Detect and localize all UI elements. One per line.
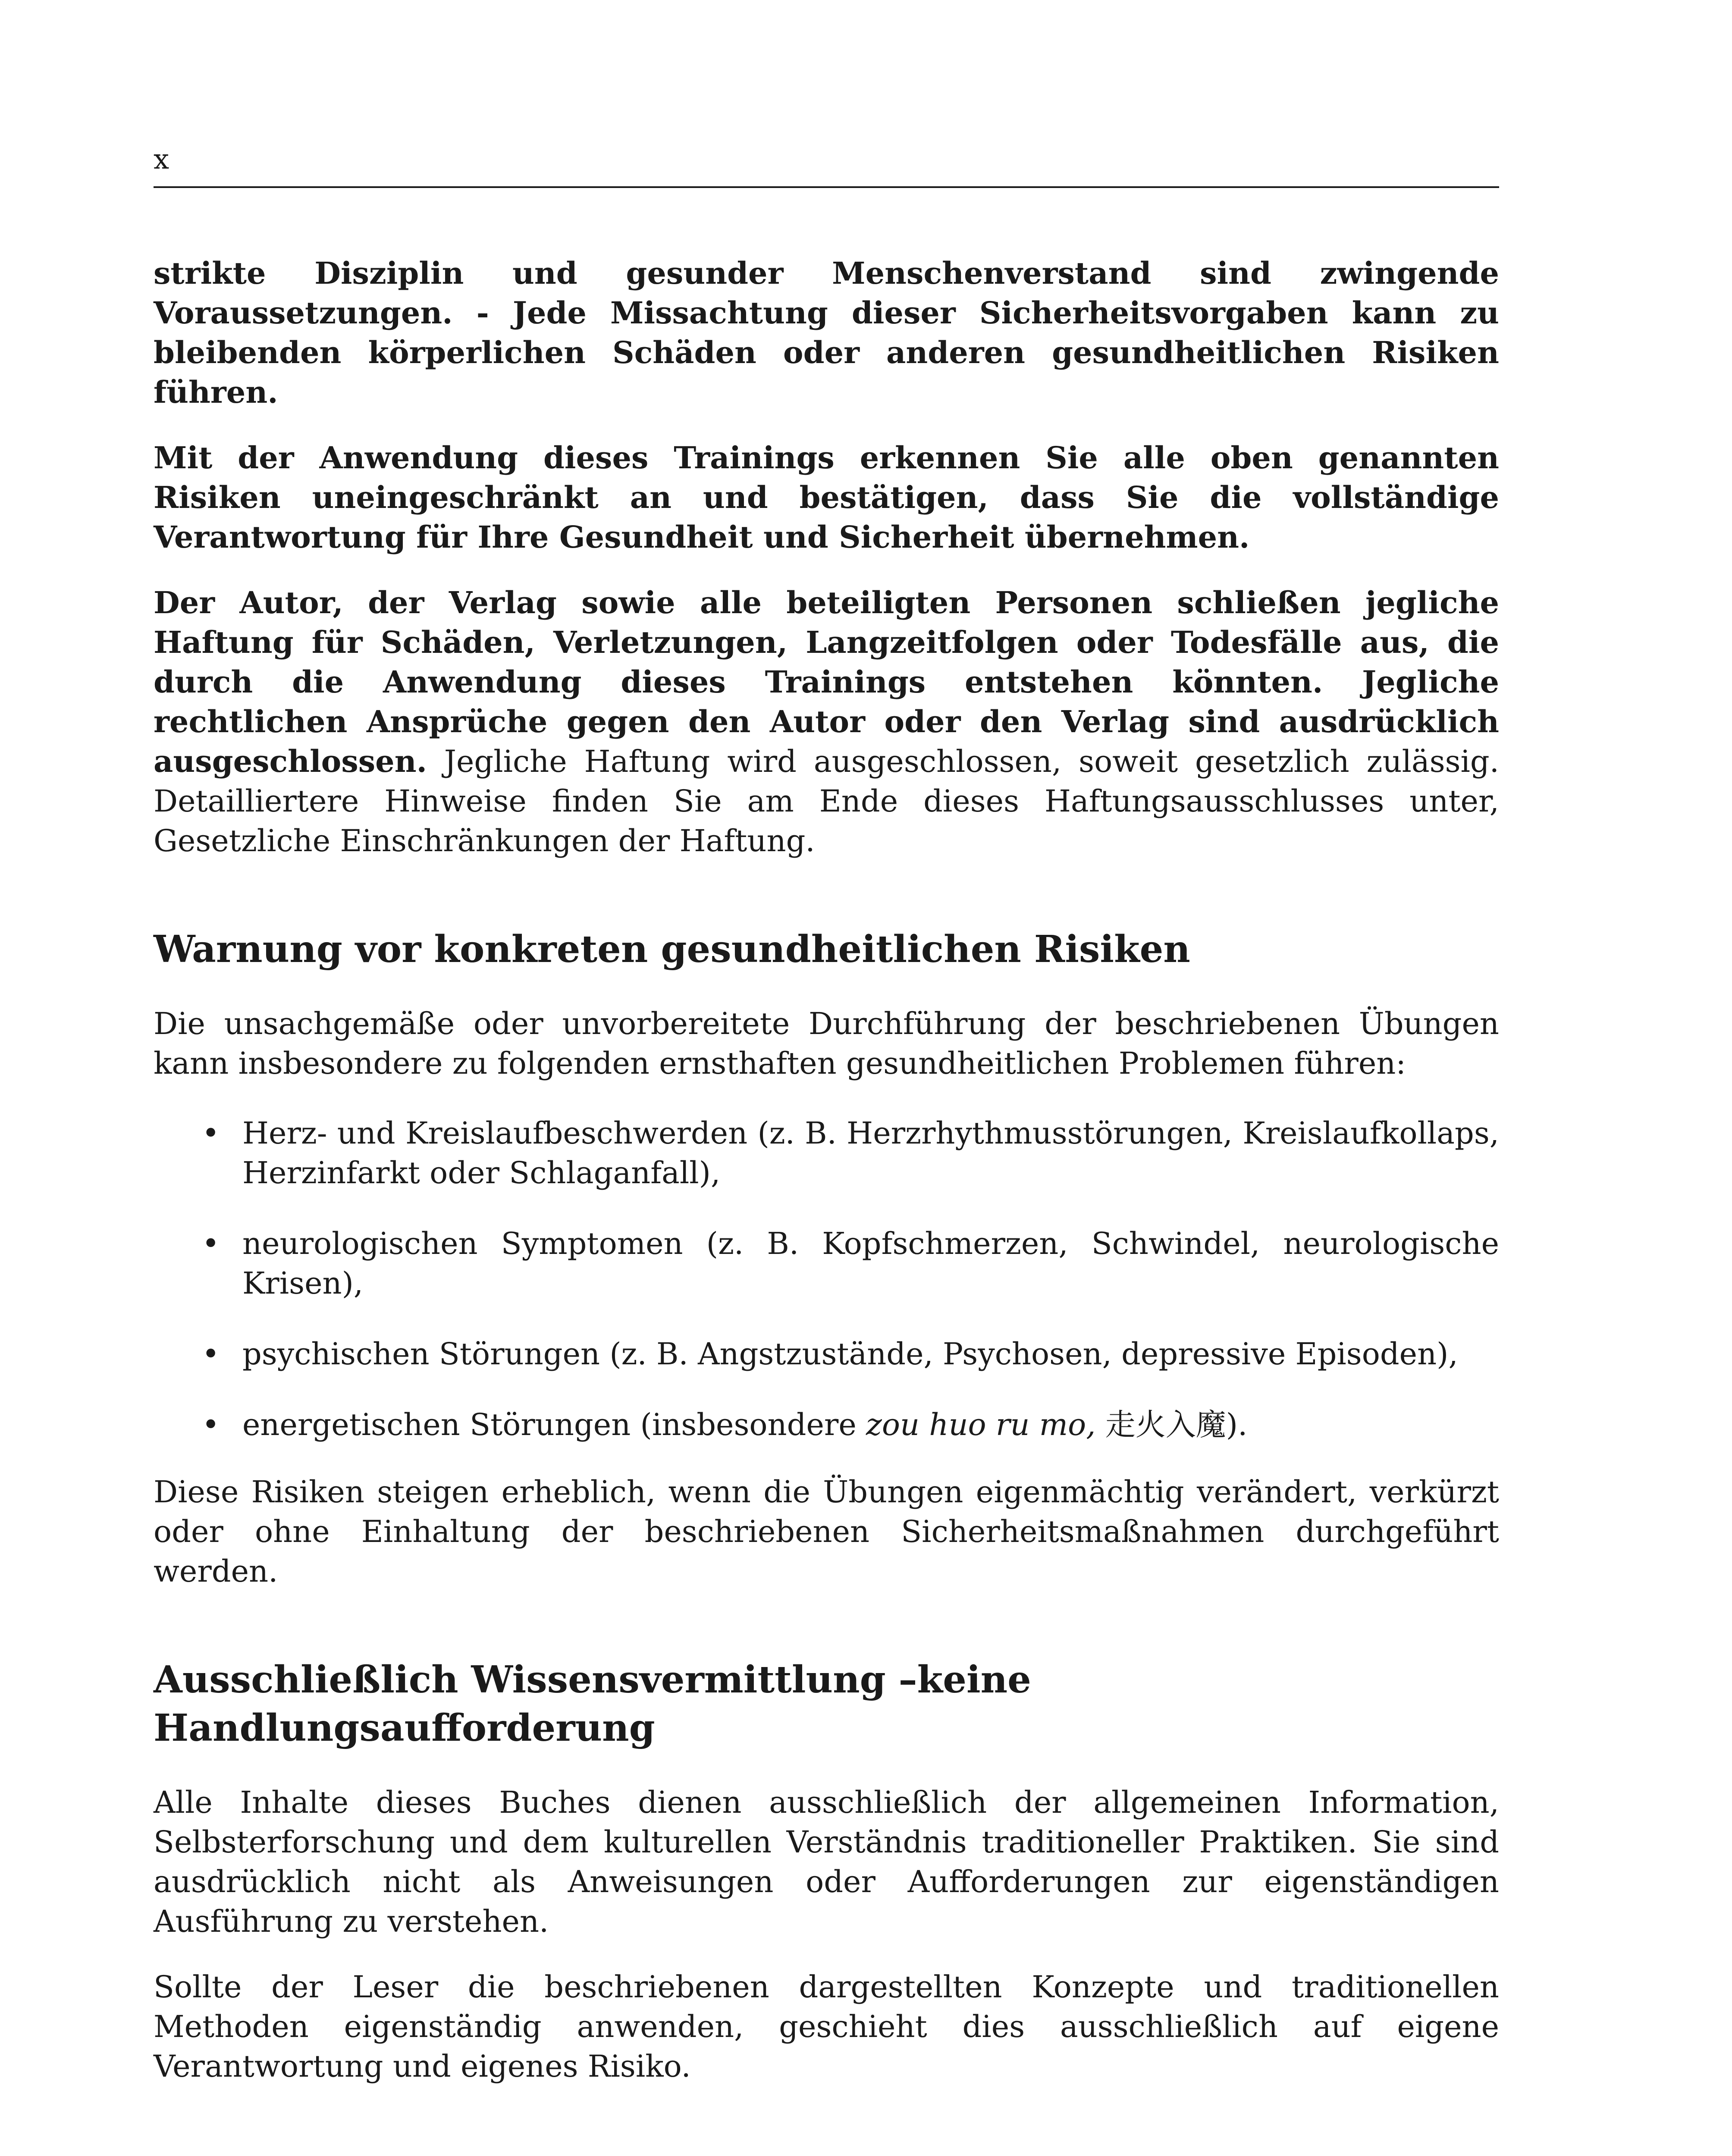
liability-regular-text: Jegliche Haftung wird ausgeschlossen, soweit gesetzlich zulässig. Detailliertere Hinweise finden Sie am Ende dieses Haftungsausschlusses unter, Gesetzliche Einschränkungen der Haftung. <box>154 744 1499 859</box>
safety-paragraph: strikte Disziplin und gesunder Menschenverstand sind zwingende Voraussetzungen. - Jede Missachtung dieser Sicherheitsvorgaben kann zu bleibenden körperlichen Schäden oder anderen gesundheitlichen Risiken führen. <box>154 255 1499 410</box>
list-item <box>154 1405 1499 1445</box>
bullet-icon: • <box>202 1226 220 1261</box>
bullet-icon: • <box>202 1407 220 1442</box>
acceptance-paragraph: Mit der Anwendung dieses Trainings erkennen Sie alle oben genannten Risiken uneingeschränkt an und bestätigen, dass Sie die vollständige Verantwortung für Ihre Gesundheit und Sicherheit übernehmen. <box>154 440 1499 555</box>
running-header <box>154 142 1499 188</box>
knowledge-paragraph-1: Alle Inhalte dieses Buches dienen ausschließlich der allgemeinen Information, Selbsterforschung und dem kulturellen Verständnis traditioneller Praktiken. Sie sind ausdrücklich nicht als Anweisungen oder Aufforderungen zur eigenständigen Ausführung zu verstehen. <box>154 1785 1499 1939</box>
list-item <box>154 1334 1499 1374</box>
list-item <box>154 1113 1499 1193</box>
list-item-text: psychischen Störungen (z. B. Angstzustände, Psychosen, depressive Episoden), <box>242 1336 1458 1372</box>
chinese-term: 走火入魔 <box>1095 1407 1226 1442</box>
section-heading-risks: Warnung vor konkreten gesundheitlichen Risiken <box>154 928 1190 971</box>
section-heading-knowledge: Ausschließlich Wissensvermittlung –keine Handlungsaufforderung <box>154 1658 1031 1750</box>
risks-outro: Diese Risiken steigen erheblich, wenn die Übungen eigenmächtig verändert, verkürzt oder ohne Einhaltung der beschriebenen Sicherheitsmaßnahmen durchgeführt werden. <box>154 1474 1499 1589</box>
list-item-text: Herz- und Kreislaufbeschwerden (z. B. Herzrhythmusstörungen, Kreislaufkollaps, Herzinfarkt oder Schlaganfall), <box>242 1116 1499 1191</box>
list-item-italic-term: zou huo ru mo, <box>866 1407 1096 1442</box>
page-content <box>154 254 1499 2156</box>
list-item-text: neurologischen Symptomen (z. B. Kopfschmerzen, Schwindel, neurologische Krisen), <box>242 1226 1499 1301</box>
list-item-text-suffix: ). <box>1226 1407 1248 1442</box>
knowledge-paragraph-2: Sollte der Leser die beschriebenen dargestellten Konzepte und traditionellen Methoden eigenständig anwenden, geschieht dies ausschließlich auf eigene Verantwortung und eigenes Risiko. <box>154 1969 1499 2084</box>
risks-intro: Die unsachgemäße oder unvorbereitete Durchführung der beschriebenen Übungen kann insbesondere zu folgenden ernsthaften gesundheitlichen Problemen führen: <box>154 1006 1499 1081</box>
liability-paragraph <box>154 583 1499 861</box>
list-item-text-prefix: energetischen Störungen (insbesondere <box>242 1407 866 1442</box>
page-number: x <box>154 144 169 175</box>
risks-list <box>154 1113 1499 1445</box>
bullet-icon: • <box>202 1116 220 1151</box>
bullet-icon: • <box>202 1336 220 1372</box>
liability-bold-text: Der Autor, der Verlag sowie alle beteiligten Personen schließen jegliche Haftung für Schäden, Verletzungen, Langzeitfolgen oder Todesfälle aus, die durch die Anwendung dieses Trainings entstehen könnten. Jegliche rechtlichen Ansprüche gegen den Autor oder den Verlag sind ausdrücklich ausgeschlossen. <box>154 585 1499 779</box>
list-item <box>154 1224 1499 1303</box>
